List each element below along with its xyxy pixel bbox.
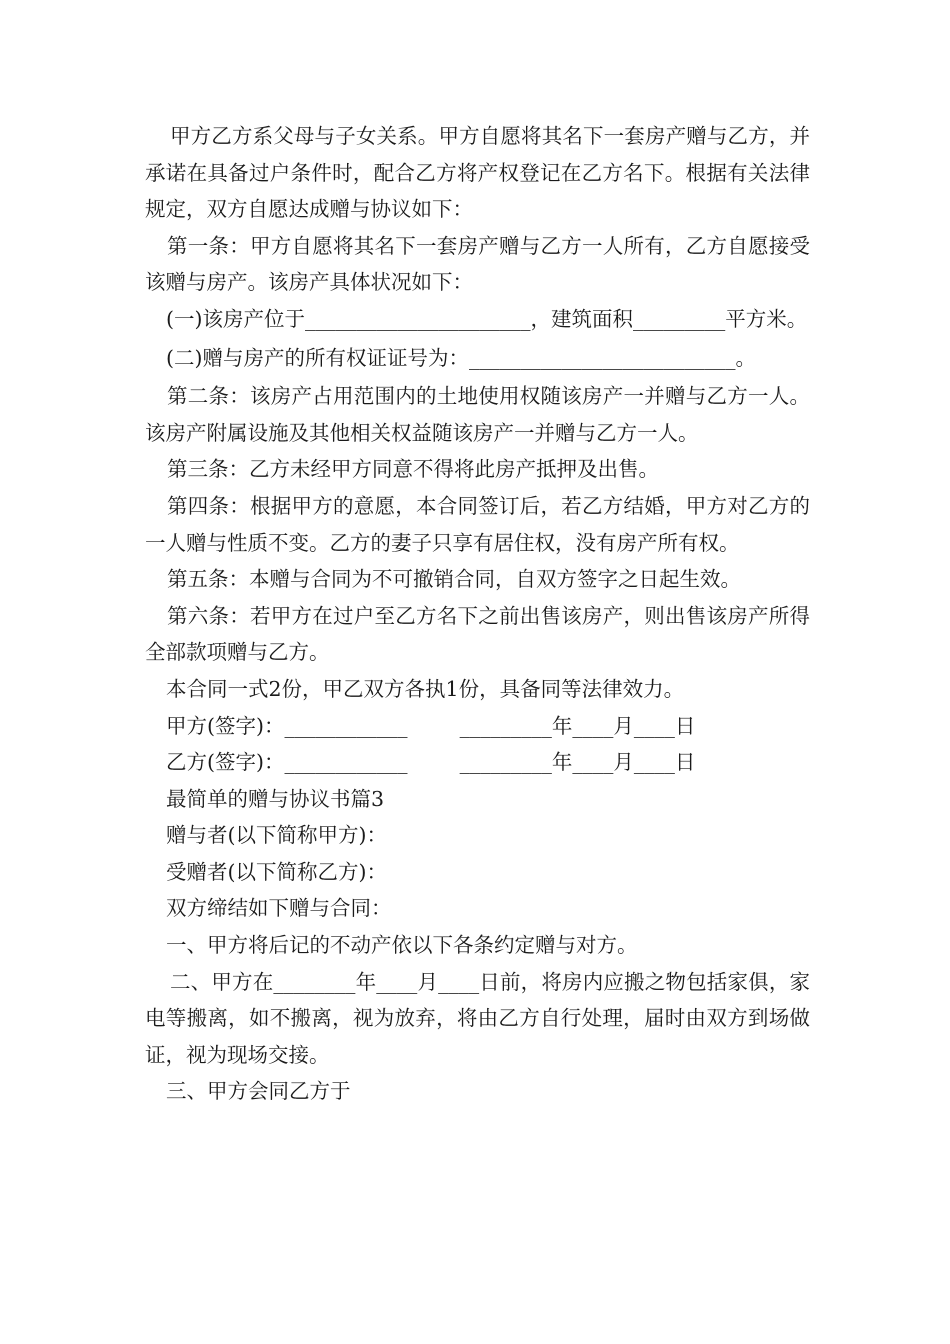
document-body	[145, 118, 810, 1110]
section-heading: 最简单的赠与协议书篇3	[166, 786, 385, 811]
clause-2: 二、甲方在________年____月____日前，将房内应搬之物包括家俱，家电等搬离，如不搬离，视为放弃，将由乙方自行处理，届时由双方到场做证，视为现场交接。	[145, 969, 810, 1067]
contract-intro: 双方缔结如下赠与合同：	[166, 896, 392, 921]
donee-line: 受赠者(以下简称乙方)：	[166, 859, 387, 884]
article-5: 第五条：本赠与合同为不可撤销合同，自双方签字之日起生效。	[167, 567, 741, 592]
clause-3: 三、甲方会同乙方于	[166, 1079, 351, 1104]
intro-paragraph: 甲方乙方系父母与子女关系。甲方自愿将其名下一套房产赠与乙方，并承诺在具备过户条件时，配合乙方将产权登记在乙方名下。根据有关法律规定，双方自愿达成赠与协议如下：	[145, 124, 810, 222]
article-1-item-2: (二)赠与房产的所有权证证号为：__________________________。	[166, 345, 756, 370]
article-3: 第三条：乙方未经甲方同意不得将此房产抵押及出售。	[167, 457, 659, 482]
article-4: 第四条：根据甲方的意愿，本合同签订后，若乙方结婚，甲方对乙方的一人赠与性质不变。乙方的妻子只享有居住权，没有房产所有权。	[145, 493, 810, 555]
article-1: 第一条：甲方自愿将其名下一套房产赠与乙方一人所有，乙方自愿接受该赠与房产。该房产具体状况如下：	[145, 233, 810, 295]
article-2: 第二条：该房产占用范围内的土地使用权随该房产一并赠与乙方一人。该房产附属设施及其他相关权益随该房产一并赠与乙方一人。	[145, 384, 810, 445]
party-a-signature-line: 甲方(签字)：____________ _________年____月____日	[166, 713, 696, 738]
clause-1: 一、甲方将后记的不动产依以下各条约定赠与对方。	[166, 933, 638, 958]
article-6: 第六条：若甲方在过户至乙方名下之前出售该房产，则出售该房产所得全部款项赠与乙方。	[145, 603, 810, 665]
copies-clause: 本合同一式2份，甲乙双方各执1份，具备同等法律效力。	[166, 676, 685, 701]
party-b-signature-line: 乙方(签字)：____________ _________年____月____日	[166, 750, 696, 775]
donor-line: 赠与者(以下简称甲方)：	[166, 823, 387, 848]
article-1-item-1: (一)该房产位于______________________，建筑面积_________平方米。	[166, 306, 808, 331]
